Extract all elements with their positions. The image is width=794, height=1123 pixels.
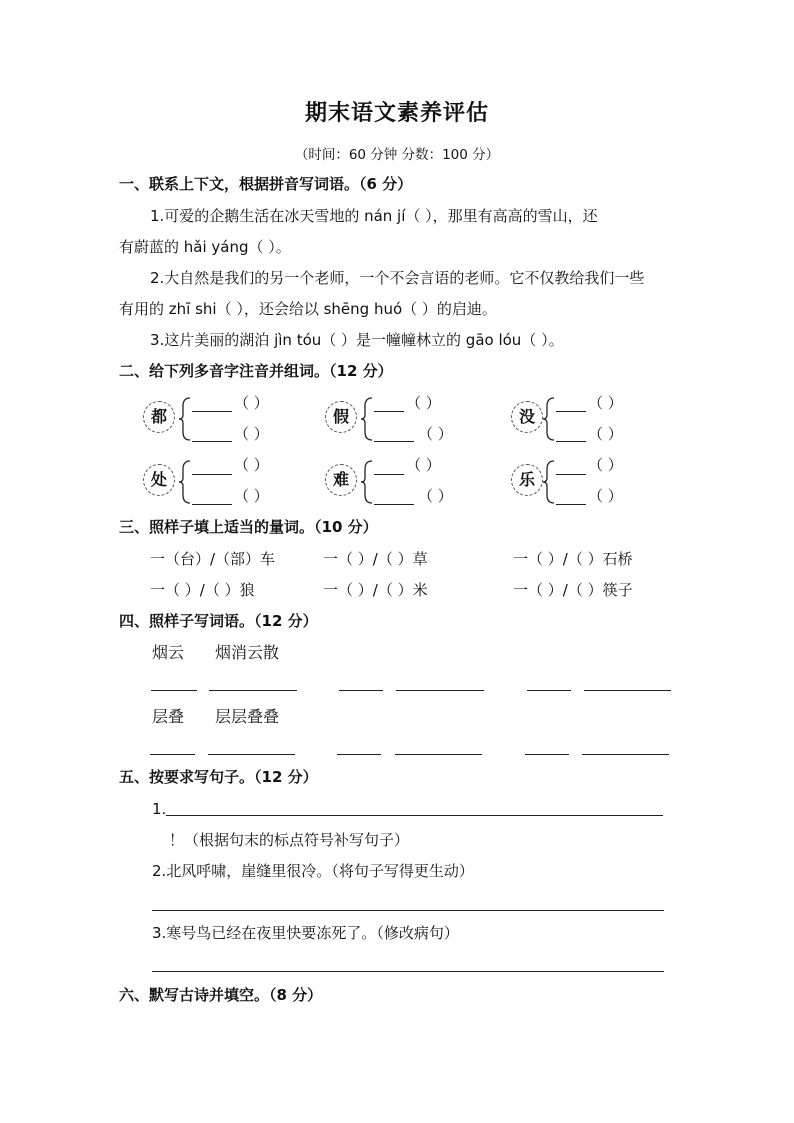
answer-blank[interactable]: [374, 441, 414, 442]
answer-blank[interactable]: [395, 754, 482, 755]
brace-icon: [360, 396, 374, 442]
answer-paren: （ ）: [588, 425, 623, 443]
measure-word-item: 一（ ）/（ ）米: [323, 581, 428, 599]
s1-q1-line1: 1.可爱的企鹅生活在冰天雪地的 nán jí（ ），那里有高高的雪山，还: [150, 207, 598, 225]
section-5-heading: 五、按要求写句子。（12 分）: [119, 768, 318, 786]
polyphone-char: 处: [143, 464, 175, 496]
answer-blank[interactable]: [556, 441, 586, 442]
answer-blank[interactable]: [396, 690, 484, 691]
s1-q2-line2: 有用的 zhī shi（ ），还会给以 shēng huó（ ）的启迪。: [119, 300, 497, 318]
answer-blank[interactable]: [151, 690, 197, 691]
answer-paren: （ ）: [418, 487, 453, 505]
brace-icon: [178, 459, 192, 505]
answer-blank[interactable]: [582, 754, 669, 755]
answer-line[interactable]: [152, 910, 664, 911]
answer-blank[interactable]: [339, 690, 383, 691]
answer-blank[interactable]: [208, 754, 295, 755]
exam-info: （时间：60 分钟 分数：100 分）: [294, 147, 500, 163]
s1-q3: 3.这片美丽的湖泊 jìn tóu（ ）是一幢幢林立的 gāo lóu（ ）。: [150, 331, 564, 349]
answer-blank[interactable]: [192, 411, 232, 412]
measure-word-item: 一（台）/（部）车: [150, 550, 276, 568]
section-6-heading: 六、默写古诗并填空。（8 分）: [119, 986, 323, 1004]
example-word: 层叠: [152, 707, 185, 726]
answer-blank[interactable]: [192, 504, 232, 505]
answer-blank[interactable]: [192, 441, 232, 442]
polyphone-char: 没: [511, 401, 543, 433]
s5-q3: 3.寒号鸟已经在夜里快要冻死了。（修改病句）: [152, 924, 459, 942]
example-word: 烟云: [152, 643, 185, 662]
answer-blank[interactable]: [556, 411, 586, 412]
brace-icon: [360, 459, 374, 505]
s5-q1-instruction: ！（根据句末的标点符号补写句子）: [169, 831, 410, 849]
answer-blank[interactable]: [192, 474, 232, 475]
answer-line[interactable]: [166, 815, 663, 816]
measure-word-item: 一（ ）/（ ）狼: [150, 581, 255, 599]
polyphone-char: 乐: [511, 464, 543, 496]
answer-blank[interactable]: [209, 690, 297, 691]
brace-icon: [178, 396, 192, 442]
answer-blank[interactable]: [525, 754, 569, 755]
answer-blank[interactable]: [337, 754, 381, 755]
polyphone-char: 难: [325, 464, 357, 496]
page-title: 期末语文素养评估: [304, 101, 489, 126]
measure-word-item: 一（ ）/（ ）草: [323, 550, 428, 568]
example-idiom: 层层叠叠: [215, 707, 280, 726]
brace-icon: [542, 396, 556, 442]
s5-q2: 2.北风呼啸，崖缝里很冷。（将句子写得更生动）: [152, 862, 474, 880]
answer-paren: （ ）: [234, 456, 269, 474]
section-4-heading: 四、照样子写词语。（12 分）: [119, 612, 318, 630]
answer-line[interactable]: [152, 971, 664, 972]
measure-word-item: 一（ ）/（ ）筷子: [513, 581, 633, 599]
answer-blank[interactable]: [150, 754, 195, 755]
answer-paren: （ ）: [234, 487, 269, 505]
answer-blank[interactable]: [374, 504, 414, 505]
section-3-heading: 三、照样子填上适当的量词。（10 分）: [119, 518, 378, 536]
measure-word-item: 一（ ）/（ ）石桥: [513, 550, 633, 568]
answer-blank[interactable]: [556, 504, 586, 505]
s5-q1-number: 1.: [152, 800, 167, 818]
answer-paren: （ ）: [418, 425, 453, 443]
example-idiom: 烟消云散: [215, 643, 280, 662]
polyphone-char: 假: [325, 401, 357, 433]
answer-paren: （ ）: [588, 394, 623, 412]
section-2-heading: 二、给下列多音字注音并组词。（12 分）: [119, 362, 393, 380]
answer-paren: （ ）: [234, 425, 269, 443]
section-1-heading: 一、联系上下文，根据拼音写词语。（6 分）: [119, 175, 413, 193]
answer-paren: （ ）: [406, 394, 441, 412]
s1-q2-line1: 2.大自然是我们的另一个老师，一个不会言语的老师。它不仅教给我们一些: [150, 269, 645, 287]
answer-blank[interactable]: [527, 690, 571, 691]
answer-blank[interactable]: [374, 474, 404, 475]
brace-icon: [542, 459, 556, 505]
answer-blank[interactable]: [556, 474, 586, 475]
answer-blank[interactable]: [584, 690, 671, 691]
polyphone-char: 都: [143, 401, 175, 433]
answer-paren: （ ）: [234, 394, 269, 412]
answer-paren: （ ）: [588, 456, 623, 474]
answer-paren: （ ）: [406, 456, 441, 474]
s1-q1-line2: 有蔚蓝的 hǎi yáng（ ）。: [119, 238, 291, 256]
answer-blank[interactable]: [374, 411, 404, 412]
answer-paren: （ ）: [588, 487, 623, 505]
